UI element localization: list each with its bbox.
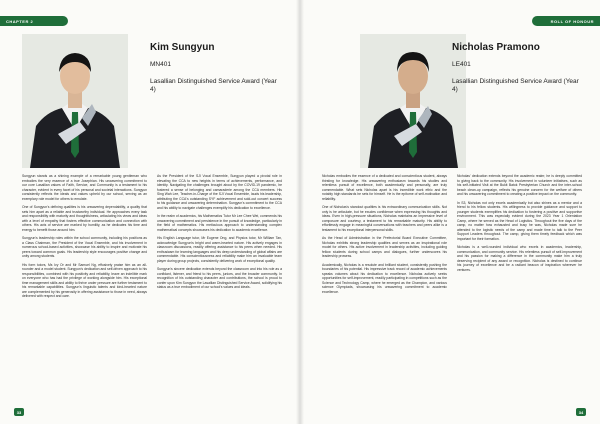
citation-column-2 [157,174,282,303]
paragraph: Nicholas' dedication extends beyond the academic realm; he is deeply committed to giving back to the community. His involvement in volunteer initiatives, such as his self-initiated Visit at the Bukit Batok Presbyterian Church and the inter-school beach clean-up campaign, reflects his genuine concern for the welfare of others and his unwavering commitment to creating a positive impact on the community. [457,174,582,196]
student-portrait-icon [360,34,466,168]
paragraph: Academically, Nicholas is a resolute and brilliant student, consistently pushing the boundaries of his potential. His impressive track record of academic achievements speaks volumes about his dedication to excellence. Nicholas actively seeks opportunities for self-improvement, readily participating in competitions such as the Science and Technology Camp, where he emerged as the Champion, and various science Olympiads, showcasing his unwavering commitment to academic excellence. [322,262,447,294]
paragraph: His form tutors, Ms Ivy Or and Mr Samuel Ng, effusively praise him as an all-rounder and a model student. Sungyun's dedication and self-driven approach to his responsibilities, combined with his positivity and reliability, leave an indelible mark on everyone who has had the privilege of working alongside him. His exceptional time management skills and ability to thrive under pressure are further testament to his remarkable capabilities. Sungyun's linguistic talents and kind-hearted nature are complemented by his generosity in offering assistance to those in need, always delivered with respect and care. [22,262,147,298]
right-page [300,0,600,424]
class-code: MN401 [150,61,171,68]
paragraph: In the realm of academics, his Mathematics Tutor Mr Lee Chee Wei, commends his unwavering commitment and persistence in the pursuit of knowledge, particularly in the field of mathematics. His meticulous approach to understanding complex mathematical concepts showcases his dedication to academic excellence. [157,214,282,232]
student-name: Kim Sungyun [150,42,215,53]
citation-column-1 [22,174,147,303]
paragraph: In S3, Nicholas not only excels academically but also shines as a mentor and a friend to his fellow students. His willingness to provide guidance and support to younger students exemplifies his dedication to fostering a positive and supportive environment. This was especially evident during the 2023 Year 1 Orientation Camp, where he served as the Head of Logistics. Throughout the five days of the camp, no matter how exhausted and busy he was, Nicholas made sure he attended to the logistic needs of the camp and made time to talk to the Peer Support Leaders throughout. The camp, giving them timely feedback which was important for their formation. [457,200,582,241]
citation-column-2 [457,174,582,298]
paragraph: Sungyun stands as a shining example of a remarkable young gentleman who embodies the very essence of a true Josephian. His unwavering commitment to our core Lasallian values of Faith, Service, and Community is a testament to his character, evident in every facet of his personal and societal interactions. Sungyun consistently reflects the ideals and values upheld by our school, serving as an exemplary role model for others to emulate. [22,174,147,201]
paragraph: Sungyun's leadership roles within the school community, including his positions as a Class Chairman, the President of the Vocal Ensemble, and his involvement in numerous school-based activities, showcase his ability to inspire and motivate his peers toward common goals. His leadership style encourages positive change and unity among students. [22,236,147,258]
paragraph: His English Language tutor, Mr Eugene Ong, and Physics tutor, Mr William Tan, acknowledge Sungyun's bright and warm-hearted nature. His actively engages in classroom discussions, readily offering assistance to his peers when needed. His enthusiasm for learning languages and his deep understanding of global affairs are commendable. His conscientiousness and reliability make him an invaluable team player during group projects, consistently delivering work of exceptional quality. [157,236,282,263]
book-gutter [296,0,304,424]
citation-text [22,174,282,303]
paragraph: As the Head of Administration in the Prefectorial Board Executive Committee, Nicholas exhibits strong leadership qualities and serves as an inspirational role model for others. His active involvement in leadership activities, including guiding fellow students during school camps and dialogues, further underscores his leadership prowess. [322,236,447,258]
paragraph: One of Nicholas's standout qualities is his extraordinary communication skills. Not only is he articulate, but he exudes confidence when expressing his thoughts and ideas. Even in high-pressure situations, Nicholas maintains an impressive level of composure and courtesy, a testament to his remarkable maturity. His ability to effortlessly engage in meaningful conversations with teachers and peers alike is a testament to his exceptional interpersonal skills. [322,205,447,232]
portrait-photo-nicholas [360,34,466,168]
chapter-tab: CHAPTER 2 [0,16,68,26]
student-name: Nicholas Pramono [452,42,540,53]
portrait-photo-kim [22,34,128,168]
student-info [150,42,280,94]
citation-column-1 [322,174,447,298]
page-number: 34 [576,408,586,416]
paragraph: As the President of the SJI Vocal Ensemble, Sungyun played a pivotal role in elevating the CCA to new heights in terms of achievements, performance, and identity. Navigating the challenges brought about by the COVID-19 pandemic, he fostered a sense of belonging and camaraderie among the CCA members. His Sing Wah Lee, Teacher-in-Charge of the SJI Vocal Ensemble, lauds his leadership, attributing the CCA's outstanding SYF achievement and sold-out concert success to his guidance and unwavering determination. Sungyun's commitment to the CCA and his ability to navigate challenges exemplify his dedication to excellence. [157,174,282,210]
award-title: Lasallian Distinguished Service Award (Year 4) [150,78,277,93]
paragraph: One of Sungyun's defining qualities is his unwavering dependability, a quality that sets him apart as a reliable and trustworthy individual. He approaches every task and responsibility with maturity and thoughtfulness, articulating his views and ideas with a level of empathy that fosters effective communication and connection with others. His acts of service are marked by humility, as he dedicates his time and energy to benefit those around him. [22,205,147,232]
section-tab: ROLL OF HONOUR [532,16,600,26]
citation-text [322,174,582,298]
class-code: LE401 [452,61,471,68]
paragraph: Sungyun's sincere dedication extends beyond the classroom and into his role as a confidant, listener, and friend to his peers, juniors, and the broader community. In recognition of his outstanding character and contributions, the school is proud to confer upon Kim Sungyun the Lasallian Distinguished Service Award, solidifying his status as a true embodiment of our school's values and ideals. [157,267,282,289]
student-portrait-icon [22,34,128,168]
student-info [452,42,582,94]
paragraph: Nicholas embodies the essence of a dedicated and conscientious student, always thirsting for knowledge. His unwavering enthusiasm towards his studies and relentless pursuit of excellence, both academically and personally, are truly commendable. What sets Nicholas apart is his incredible work ethic and the notably high standards he sets for himself. He is the epitome of self-motivation and reliability. [322,174,447,201]
award-title: Lasallian Distinguished Service Award (Year 4) [452,78,579,93]
page-number: 33 [14,408,24,416]
paragraph: Nicholas is a well-rounded individual who excels in academics, leadership, communication, and community service. His relentless pursuit of self-improvement and his passion for making a difference in the community make him a truly deserving recipient of any award or recognition. Nicholas is destined to continue his journey of excellence and be a radiant beacon of inspiration wherever he ventures. [457,245,582,272]
